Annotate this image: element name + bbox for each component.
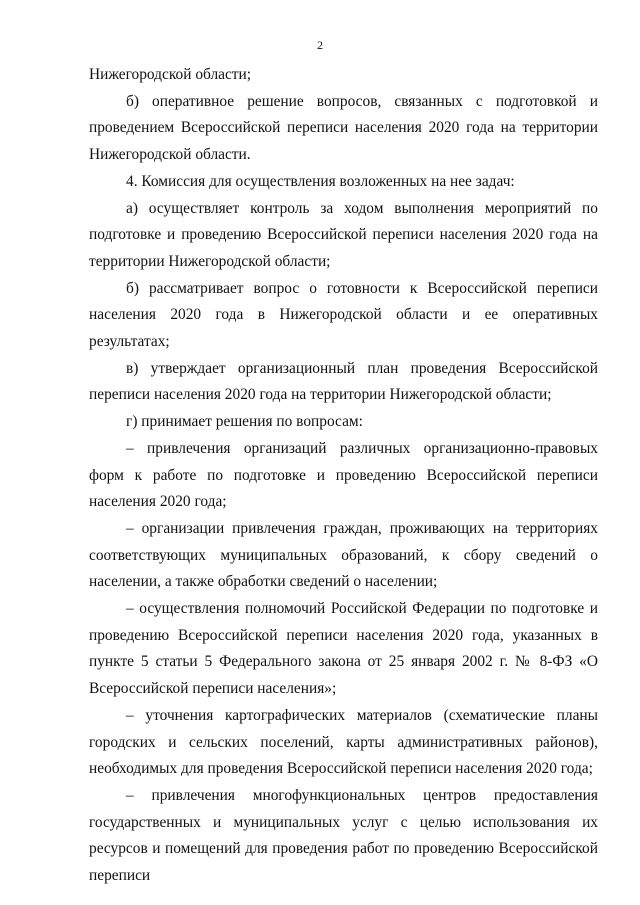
document-body — [89, 62, 598, 890]
paragraph-item-a: а) осуществляет контроль за ходом выполнения мероприятий по подготовке и проведению Всероссийской переписи населения 2020 года на территории Нижегородской области; — [89, 199, 598, 270]
paragraph-item-g: г) принимает решения по вопросам: — [126, 413, 363, 431]
paragraph-item-b-goal: б) оперативное решение вопросов, связанных с подготовкой и проведением Всероссийской переписи населения 2020 года на территории Нижегородской области. — [89, 92, 598, 164]
paragraph-item-v: в) утверждает организационный план проведения Всероссийской переписи населения 2020 года на территории Нижегородской области; — [89, 359, 598, 404]
paragraph-dash-citizens: – организации привлечения граждан, проживающих на территориях соответствующих муниципальных образований, к сбору сведений о населении, а также обработки сведений о населении; — [89, 519, 598, 591]
paragraph-item-b: б) рассматривает вопрос о готовности к Всероссийской переписи населения 2020 года в Нижегородской области и ее оперативных результатах; — [89, 279, 598, 351]
paragraph-dash-organizations: – привлечения организаций различных организационно-правовых форм к работе по подготовке и проведению Всероссийской переписи населения 2020 года; — [89, 439, 598, 511]
page-number: 2 — [317, 38, 323, 52]
paragraph-continuation: Нижегородской области; — [89, 66, 252, 83]
paragraph-dash-authority: – осуществления полномочий Российской Федерации по подготовке и проведению Всероссийской переписи населения 2020 года, указанных в пункте 5 статьи 5 Федерального закона от 25 января 2002 г. № 8-ФЗ «О Всероссийской переписи населения»; — [89, 600, 598, 698]
paragraph-dash-mfc: – привлечения многофункциональных центров предоставления государственных и муниципальных услуг с целью использования их ресурсов и помещений для проведения работ по проведению Всероссийской переписи — [89, 786, 598, 885]
paragraph-section-4: 4. Комиссия для осуществления возложенных на нее задач: — [126, 172, 515, 190]
paragraph-dash-maps: – уточнения картографических материалов (схематические планы городских и сельских поселений, карты административных районов), необходимых для проведения Всероссийской переписи населения 2020 года; — [89, 706, 598, 778]
